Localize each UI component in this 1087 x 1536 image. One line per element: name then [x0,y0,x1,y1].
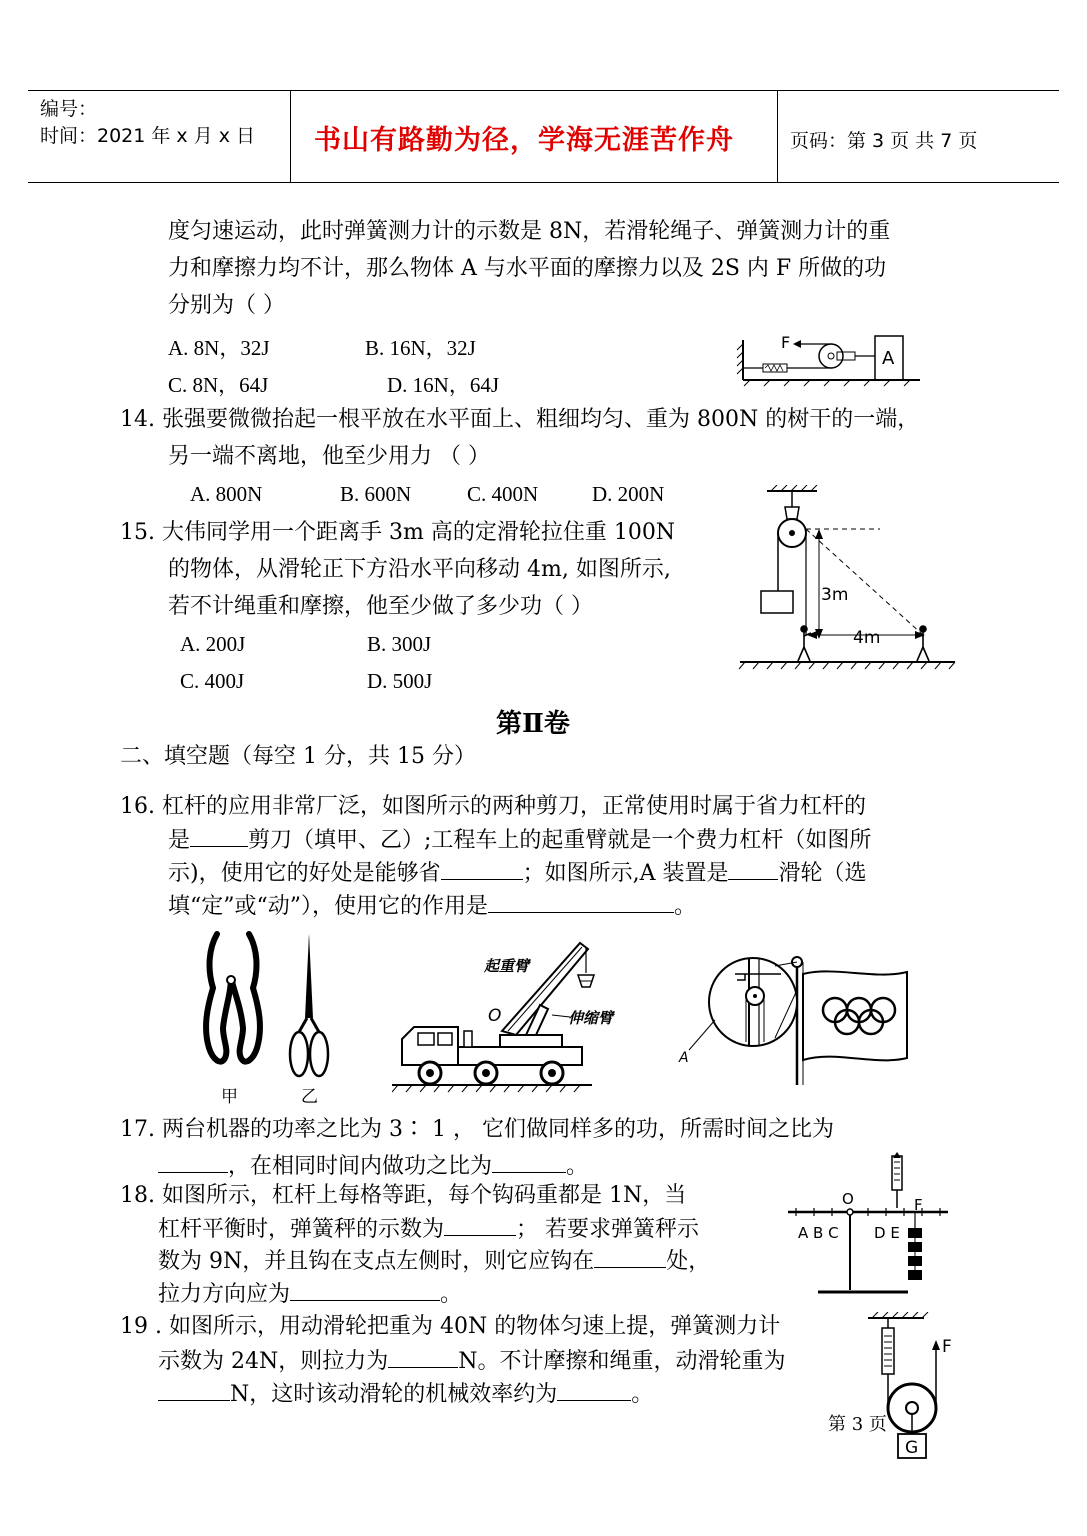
q16-line-3-c: 滑轮（选 [778,861,867,886]
q18-fig-F-label: F [914,1196,923,1214]
q16-crane-truck-figure [392,935,632,1095]
q13-pulley-figure [735,328,935,388]
q18-lever-figure [778,1150,953,1300]
q18-line-1: 18. 如图所示，杠杆上每格等距，每个钩码重都是 1N，当 [120,1183,687,1208]
q18-blank-2[interactable] [594,1245,666,1268]
q16-fig-crane-arm-label: 起重臂 [484,957,530,975]
q16-blank-1[interactable] [190,824,248,847]
q16-fig-O-label: O [488,1006,502,1026]
q19-line-2-a: 示数为 24N，则拉力为 [158,1349,389,1374]
q15-fig-3m-label: 3m [821,585,849,605]
q13-option-c: C. 8N，64J [168,373,269,397]
q14-option-a: A. 800N [190,482,263,506]
q14-option-b: B. 600N [340,482,412,506]
q18-line-4-b: 。 [440,1282,463,1307]
q18-line-2 [158,1213,699,1245]
q18-line-2-a: 杠杆平衡时，弹簧秤的示数为 [158,1217,445,1242]
q16-line-4 [168,890,696,922]
q15-option-c: C. 400J [180,669,245,693]
q13-option-d: D. 16N，64J [387,373,500,397]
q18-line-3 [158,1245,710,1277]
q16-blank-2[interactable] [441,857,523,880]
q18-line-3-b: 处， [666,1249,711,1274]
q19-line-2-b: N。不计摩擦和绳重，动滑轮重为 [458,1349,786,1374]
q16-line-4-a: 填“定”或“动”），使用它的作用是 [168,894,488,919]
q19-movable-pulley-figure [862,1312,962,1464]
q13-option-b: B. 16N，32J [365,336,476,360]
q18-blank-1[interactable] [444,1213,516,1236]
q13-option-a: A. 8N，32J [168,336,270,360]
q19-blank-2[interactable] [158,1378,230,1401]
q16-fig-jia-label: 甲 [221,1087,238,1107]
q17-line-2 [158,1150,588,1182]
header-divider-left [290,90,291,182]
header-motto: 书山有路勤为径，学海无涯苦作舟 [314,125,734,156]
q16-fig-A-label: A [679,1050,689,1066]
q13-fig-F-label: F [781,333,791,352]
q14-option-d: D. 200N [592,482,665,506]
q16-blank-3[interactable] [728,857,778,880]
q18-blank-3[interactable] [290,1278,440,1301]
q16-flagpole-figure [675,950,910,1090]
q16-fig-yi-label: 乙 [301,1087,318,1107]
q18-fig-ABC-label: A B C [798,1224,839,1242]
header-time: 时间：2021 年 x 月 x 日 [40,125,256,147]
q15-option-a: A. 200J [180,632,246,656]
q17-line-1: 17. 两台机器的功率之比为 3∶ 1 ， 它们做同样多的功，所需时间之比为 [120,1117,834,1142]
q14-line-1: 14. 张强要微微抬起一根平放在水平面上、粗细均匀、重为 800N 的树干的一端， [120,407,920,432]
q18-line-2-b: ； 若要求弹簧秤示 [516,1217,700,1242]
q19-line-2 [158,1345,786,1377]
q16-fig-telescopic-arm-label: 伸缩臂 [568,1009,614,1027]
q16-scissors-figure [195,928,345,1108]
q19-fig-F-label: F [942,1337,952,1357]
q17-blank-2[interactable] [492,1150,566,1173]
q15-line-3: 若不计绳重和摩擦，他至少做了多少功（ ） [168,594,593,619]
q15-pulley-figure [735,485,960,675]
q13-line-3: 分别为（ ） [168,293,285,318]
q19-fig-G-label: G [905,1438,919,1458]
q15-option-d: D. 500J [367,669,433,693]
q19-line-1: 19 . 如图所示，用动滑轮把重为 40N 的物体匀速上提，弹簧测力计 [120,1314,781,1339]
q13-line-1: 度匀速运动，此时弹簧测力计的示数是 8N，若滑轮绳子、弹簧测力计的重 [168,219,891,244]
q17-blank-1[interactable] [158,1150,228,1173]
q15-option-b: B. 300J [367,632,432,656]
q15-line-2: 的物体，从滑轮正下方沿水平向移动 4m, 如图所示, [168,557,671,582]
q16-line-1: 16. 杠杆的应用非常厂泛，如图所示的两种剪刀，正常使用时属于省力杠杆的 [120,794,866,819]
header-divider-right [777,90,778,182]
q15-fig-4m-label: 4m [853,628,881,648]
q18-line-4 [158,1278,462,1310]
header-number: 编号： [40,98,98,120]
q14-line-2: 另一端不离地，他至少用力 （ ） [168,444,490,469]
q13-line-2: 力和摩擦力均不计，那么物体 A 与水平面的摩擦力以及 2S 内 F 所做的功 [168,256,887,281]
q16-line-2-b: 剪刀（填甲、乙）;工程车上的起重臂就是一个费力杠杆（如图所 [248,828,872,853]
section-2-title: 第Ⅱ卷 [496,709,570,739]
q17-line-2-a: ，在相同时间内做功之比为 [228,1154,493,1179]
q19-blank-3[interactable] [557,1378,631,1401]
q15-line-1: 15. 大伟同学用一个距离手 3m 高的定滑轮拉住重 100N [120,520,676,545]
q19-line-3-b: 。 [631,1382,654,1407]
q16-line-2 [168,824,871,856]
fill-in-heading: 二、填空题（每空 1 分，共 15 分） [120,744,476,769]
q16-line-3-b: ；如图所示,A 装置是 [522,861,729,886]
q18-fig-O-label: O [842,1190,854,1208]
q19-line-3 [158,1378,653,1410]
q16-line-3-a: 示)，使用它的好处是能够省 [168,861,441,886]
q13-fig-A-label: A [882,348,895,369]
q18-fig-DE-label: D E [874,1224,900,1242]
q16-line-2-a: 是 [168,828,191,853]
footer-page-number: 第 3 页 [828,1414,887,1435]
q16-line-3 [168,857,866,889]
header-top-rule [28,90,1059,91]
q19-blank-1[interactable] [388,1345,458,1368]
header-bottom-rule [28,182,1059,183]
q18-line-3-a: 数为 9N，并且钩在支点左侧时，则它应钩在 [158,1249,595,1274]
q19-line-3-a: N，这时该动滑轮的机械效率约为 [230,1382,558,1407]
q17-line-2-b: 。 [566,1154,589,1179]
q18-line-4-a: 拉力方向应为 [158,1282,291,1307]
q14-option-c: C. 400N [467,482,539,506]
q16-line-4-b: 。 [674,894,697,919]
q16-blank-4[interactable] [488,890,674,913]
header-page: 页码：第 3 页 共 7 页 [790,130,978,152]
